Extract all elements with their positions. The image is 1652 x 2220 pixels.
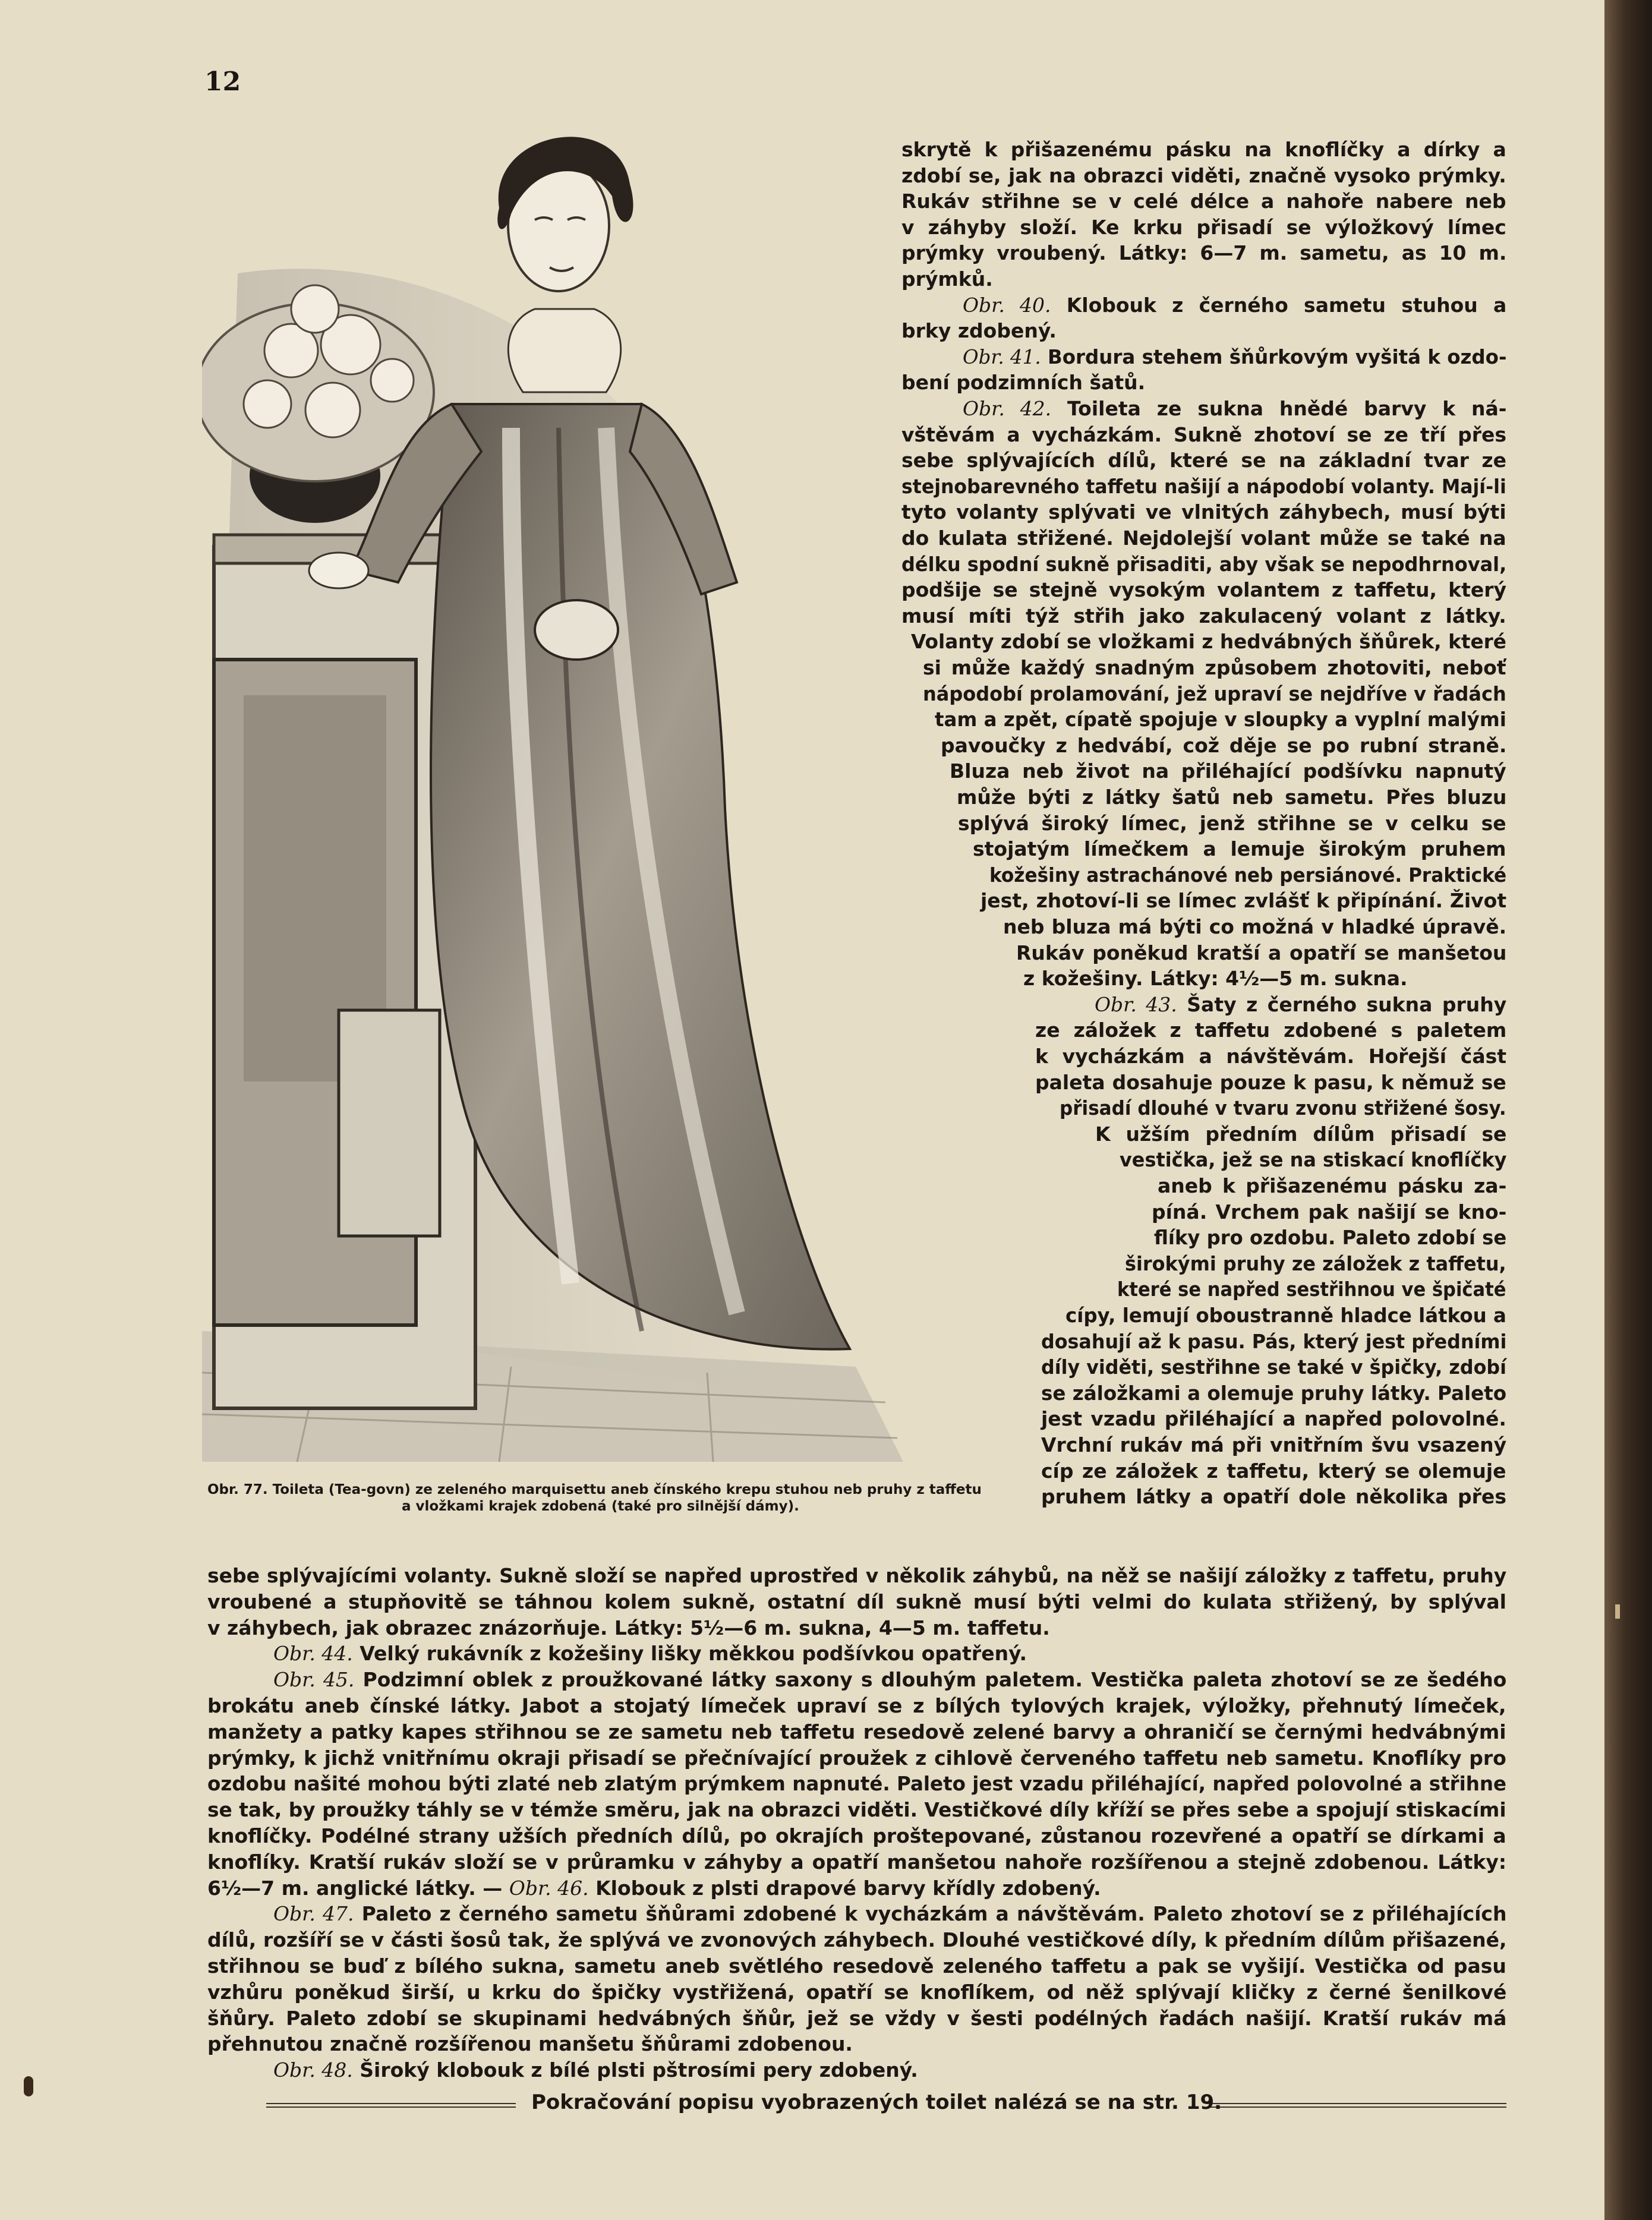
line-text: vštěvám a vycházkám. Sukně zhotoví se ze tří přes <box>901 423 1506 446</box>
column-text-line <box>1041 1485 1506 1508</box>
line-text: Šaty z černého sukna pruhy <box>1177 993 1507 1016</box>
column-text-line <box>973 837 1506 860</box>
column-text-line <box>935 708 1506 731</box>
column-text-line <box>1060 1096 1506 1120</box>
column-text-line <box>901 475 1506 498</box>
line-text: brokátu aneb čínské látky. Jabot a stojatý límeček upraví se z bílých tylových krajek, výložky, přehnutý límeček, <box>207 1694 1506 1717</box>
rule-left <box>266 2103 516 2108</box>
column-text-line <box>1041 1330 1506 1353</box>
column-text-line <box>923 656 1506 679</box>
line-text: širokými pruhy ze záložek z taffetu, <box>1125 1252 1506 1275</box>
line-text: prýmků. <box>901 267 993 291</box>
body-text-line <box>207 1824 1506 1847</box>
column-text-line <box>901 578 1506 601</box>
column-text-line <box>1016 941 1506 964</box>
body-text-line <box>273 1642 1027 1665</box>
line-text: flíky pro ozdobu. Paleto zdobí se <box>1154 1226 1507 1249</box>
column-text-line <box>901 241 1506 264</box>
line-text: pruhem látky a opatří dole několika přes <box>1041 1485 1506 1508</box>
line-text: Klobouk z plsti drapové barvy křídly zdobený. <box>588 1877 1101 1900</box>
rule-right <box>1206 2103 1506 2108</box>
body-text-line <box>207 2032 853 2055</box>
column-text-line <box>981 889 1506 912</box>
column-text-line <box>941 734 1506 757</box>
line-text: vzhůru poněkud širší, u krku do špičky vystřižená, opatří se knoflíkem, od něž splývají kličky z černé šenilkové <box>207 1981 1507 2004</box>
figure-reference: Obr. 46. <box>509 1877 589 1900</box>
line-text: nápodobí prolamování, jež upraví se nejdříve v řadách <box>923 682 1506 705</box>
body-text-line <box>207 1590 1506 1613</box>
line-text: vroubené a stupňovitě se táhnou kolem sukně, ostatní díl sukně musí býti velmi do kulata střižený, by splýval <box>207 1590 1506 1613</box>
line-text: Rukáv poněkud kratší a opatří se manšetou <box>1016 941 1507 964</box>
column-text-line <box>923 682 1506 705</box>
page-number: 12 <box>204 67 241 97</box>
column-text-line <box>1035 1071 1506 1094</box>
column-text-line <box>1023 967 1408 990</box>
fashion-illustration <box>202 95 1025 1462</box>
line-text: přisadí dlouhé v tvaru zvonu střižené šosy. <box>1060 1096 1506 1120</box>
line-text: vestička, jež se na stiskací knoflíčky <box>1120 1148 1507 1171</box>
page-spine <box>1604 0 1652 2220</box>
column-text-line <box>901 319 1057 342</box>
line-text: Paleto z černého sametu šňůrami zdobené k vycházkám a návštěvám. Paleto zhotoví se z přiléhajících <box>354 1902 1507 1925</box>
line-text: se tak, by proužky táhly se v témže směru, jak na obrazci viděti. Vestičkové díly kříží se přes sebe a spojují stiskacími <box>207 1798 1506 1821</box>
line-text: cíp ze záložek z taffetu, který se olemuje <box>1041 1459 1506 1483</box>
line-text: které se napřed sestřihnou ve špičaté <box>1117 1278 1506 1301</box>
figure-reference: Obr. 48. <box>273 2058 353 2082</box>
binding-mark <box>24 2076 33 2096</box>
body-text-line <box>207 1954 1506 1978</box>
line-text: paleta dosahuje pouze k pasu, k němuž se <box>1035 1071 1506 1094</box>
line-text: ozdobu našité mohou býti zlaté neb zlatým prýmkem napnuté. Paleto jest vzadu přiléhající, napřed polovolné a střihne <box>207 1772 1507 1795</box>
line-text: tyto volanty splývati ve vlnitých záhybech, musí býti <box>901 500 1506 524</box>
column-text-line <box>989 863 1506 887</box>
column-text-line <box>901 164 1506 187</box>
line-text: ze záložek z taffetu zdobené s paletem <box>1035 1018 1507 1042</box>
continuation-note: Pokračování popisu vyobrazených toilet nalézá se na str. 19. <box>531 2090 1222 2114</box>
line-text: do kulata střižené. Nejdolejší volant může se také na <box>901 526 1506 550</box>
line-text: sebe splývajících dílů, které se na základní tvar ze <box>901 449 1507 472</box>
body-text-line <box>207 1694 1506 1717</box>
line-text: musí míti týž střih jako zakulacený volant z látky. <box>901 604 1506 627</box>
column-text-line <box>1120 1148 1506 1171</box>
line-text: manžety a patky kapes střihnou se ze sametu neb taffetu resedově zelené barvy a ohraničí se černými hedvábnými <box>207 1720 1506 1743</box>
line-text: Rukáv střihne se v celé délce a nahoře nabere neb <box>901 190 1506 213</box>
line-text: Bordura stehem šňůrkovým vyšitá k ozdo- <box>1041 345 1507 368</box>
column-text-line <box>1158 1174 1506 1197</box>
line-text: prýmky vroubený. Látky: 6—7 m. sametu, as 10 m. <box>901 241 1507 264</box>
column-text-line <box>1117 1278 1506 1301</box>
line-text: stojatým límečkem a lemuje širokým pruhem <box>973 837 1506 860</box>
line-text: píná. Vrchem pak našijí se kno- <box>1152 1200 1507 1223</box>
column-text-line <box>1152 1200 1506 1223</box>
column-text-line <box>901 449 1506 472</box>
body-text-line <box>273 2058 918 2082</box>
line-text: sebe splývajícími volanty. Sukně složí se napřed uprostřed v několik záhybů, na něž se našijí záložky z taffetu, pruhy <box>207 1564 1507 1587</box>
figure-reference: Obr. 41. <box>963 345 1041 368</box>
line-text: k vycházkám a návštěvám. Hořejší část <box>1035 1045 1507 1068</box>
line-text: v záhybech, jak obrazec znázorňuje. Látky: 5½—6 m. sukna, 4—5 m. taffetu. <box>207 1616 1050 1639</box>
line-text: může býti z látky šatů neb sametu. Přes bluzu <box>957 786 1507 809</box>
line-text: dílů, rozšíří se v části šosů tak, že splývá ve zvonových záhybech. Dlouhé vestičkové díly, k předním dílům přišazené, <box>207 1928 1507 1951</box>
line-text: kožešiny astrachánové neb persiánové. Praktické <box>989 863 1507 887</box>
column-text-line <box>963 397 1507 420</box>
body-text-line <box>207 1981 1506 2004</box>
column-text-line <box>1041 1355 1506 1379</box>
line-text: Velký rukávník z kožešiny lišky měkkou podšívkou opatřený. <box>352 1642 1027 1665</box>
figure-reference: Obr. 44. <box>273 1642 353 1665</box>
line-text: Podzimní oblek z proužkované látky saxony s dlouhým paletem. Vestička paleta zhotoví se ze šedého <box>354 1668 1507 1691</box>
column-text-line <box>1035 1045 1506 1068</box>
body-text-line <box>207 2007 1506 2030</box>
column-text-line <box>1095 1122 1506 1146</box>
figure-reference: Obr. 40. <box>963 294 1051 317</box>
line-text: Volanty zdobí se vložkami z hedvábných šňůrek, které <box>911 630 1506 653</box>
figure-caption-line-1: Obr. 77. Toileta (Tea-govn) ze zeleného marquisettu aneb čínského krepu stuhou neb pruhy z taffetu <box>207 1482 982 1497</box>
column-text-line <box>963 294 1506 317</box>
column-text-line <box>1154 1226 1506 1249</box>
body-text-line <box>207 1928 1507 1951</box>
line-text: Široký klobouk z bílé plsti pštrosími pery zdobený. <box>352 2058 918 2082</box>
line-text: K užším předním dílům přisadí se <box>1095 1122 1507 1146</box>
column-text-line <box>958 812 1506 835</box>
figure-reference: Obr. 45. <box>273 1668 355 1691</box>
column-text-line <box>1041 1407 1506 1430</box>
column-text-line <box>901 423 1506 446</box>
figure-caption-line-2: a vložkami krajek zdobená (také pro silnější dámy). <box>402 1499 799 1514</box>
body-text-line <box>273 1902 1506 1925</box>
column-text-line <box>1041 1459 1506 1483</box>
column-text-line <box>901 604 1506 627</box>
line-text: přehnutou značně rozšířenou manšetu šňůrami zdobenou. <box>207 2032 853 2055</box>
line-text: cípy, lemují oboustranně hladce látkou a <box>1065 1304 1506 1327</box>
figure-reference: Obr. 43. <box>1095 993 1177 1016</box>
column-text-line <box>1065 1304 1506 1327</box>
figure-reference: Obr. 47. <box>273 1902 354 1925</box>
column-text-line <box>1041 1433 1506 1456</box>
line-text: díly viděti, sestřihne se také v špičky, zdobí <box>1041 1355 1507 1379</box>
column-text-line <box>950 759 1506 783</box>
line-text: bení podzimních šatů. <box>901 371 1146 394</box>
line-text: jest vzadu přiléhající a napřed polovolné. <box>1041 1407 1506 1430</box>
column-text-line <box>1003 915 1506 938</box>
line-text: Bluza neb život na přiléhající podšívku napnutý <box>950 759 1506 783</box>
body-text-line <box>207 1877 1101 1900</box>
line-text: skrytě k přišazenému pásku na knoflíčky a dírky a <box>901 138 1506 161</box>
line-text: neb bluza má býti co možná v hladké úpravě. <box>1003 915 1507 938</box>
line-text: pavoučky z hedvábí, což děje se po rubní straně. <box>941 734 1507 757</box>
line-text: knoflíky. Kratší rukáv složí se v průramku v záhyby a opatří manšetou nahoře rozšířenou a stejně zdobenou. Látky: <box>207 1850 1507 1874</box>
line-text: střihnou se buď z bílého sukna, sametu aneb světlého resedově zeleného taffetu a pak se vyšijí. Vestička od pasu <box>207 1954 1506 1978</box>
spine-tab <box>1615 1604 1620 1619</box>
figure-reference: Obr. 42. <box>963 397 1052 420</box>
column-text-line <box>901 371 1145 394</box>
line-text: prýmky, k jichž vnitřnímu okraji přisadí se přečnívající proužek z cihlově červeného taffetu neb sametu. Knoflíky pro <box>207 1746 1506 1770</box>
column-text-line <box>1095 993 1506 1016</box>
line-text: podšije se stejně vysokým volantem z taffetu, který <box>901 578 1507 601</box>
column-text-line <box>901 138 1506 161</box>
body-text-line <box>273 1668 1506 1691</box>
line-text: 6½—7 m. anglické látky. — <box>207 1877 509 1900</box>
column-text-line <box>957 786 1506 809</box>
column-text-line <box>901 553 1506 576</box>
line-text: Vrchní rukáv má při vnitřním švu vsazený <box>1041 1433 1507 1456</box>
line-text: stejnobarevného taffetu našijí a nápodobí volanty. Mají-li <box>901 475 1506 498</box>
column-text-line <box>1125 1252 1506 1275</box>
column-text-line <box>963 345 1506 368</box>
body-text-line <box>207 1850 1506 1874</box>
column-text-line <box>901 500 1506 524</box>
line-text: se záložkami a olemuje pruhy látky. Paleto <box>1041 1382 1507 1405</box>
line-text: si může každý snadným způsobem zhotoviti, neboť <box>923 656 1506 679</box>
line-text: Klobouk z černého sametu stuhou a <box>1051 294 1507 317</box>
column-text-line <box>901 190 1506 213</box>
line-text: šňůry. Paleto zdobí se skupinami hedvábných šňůr, jež se vždy v šesti podélných řadách našijí. Kratší rukáv má <box>207 2007 1507 2030</box>
body-text-line <box>207 1720 1506 1743</box>
line-text: z kožešiny. Látky: 4½—5 m. sukna. <box>1023 967 1408 990</box>
line-text: tam a zpět, cípatě spojuje v sloupky a vyplní malými <box>935 708 1506 731</box>
line-text: Toileta ze sukna hnědé barvy k ná- <box>1051 397 1507 420</box>
column-text-line <box>911 630 1506 653</box>
column-text-line <box>1035 1018 1506 1042</box>
line-text: zdobí se, jak na obrazci viděti, značně vysoko prýmky. <box>901 164 1506 187</box>
body-text-line <box>207 1772 1506 1795</box>
column-text-line <box>901 526 1506 550</box>
column-text-line <box>901 216 1506 239</box>
line-text: jest, zhotoví-li se límec zvlášť k připínání. Život <box>981 889 1507 912</box>
body-text-line <box>207 1798 1506 1821</box>
line-text: v záhyby složí. Ke krku přisadí se výložkový límec <box>901 216 1506 239</box>
line-text: dosahují až k pasu. Pás, který jest předními <box>1041 1330 1507 1353</box>
line-text: délku spodní sukně přisaditi, aby však se nepodhrnoval, <box>901 553 1507 576</box>
body-text-line <box>207 1564 1506 1587</box>
column-text-line <box>901 267 993 291</box>
line-text: aneb k přišazenému pásku za- <box>1158 1174 1507 1197</box>
line-text: brky zdobený. <box>901 319 1057 342</box>
body-text-line <box>207 1746 1506 1770</box>
column-text-line <box>1041 1382 1506 1405</box>
body-text-line <box>207 1616 1050 1639</box>
line-text: splývá široký límec, jenž střihne se v celku se <box>958 812 1506 835</box>
line-text: knoflíčky. Podélné strany užších předních dílů, po okrajích proštepované, zůstanou rozevřené a opatří se dírkami a <box>207 1824 1506 1847</box>
